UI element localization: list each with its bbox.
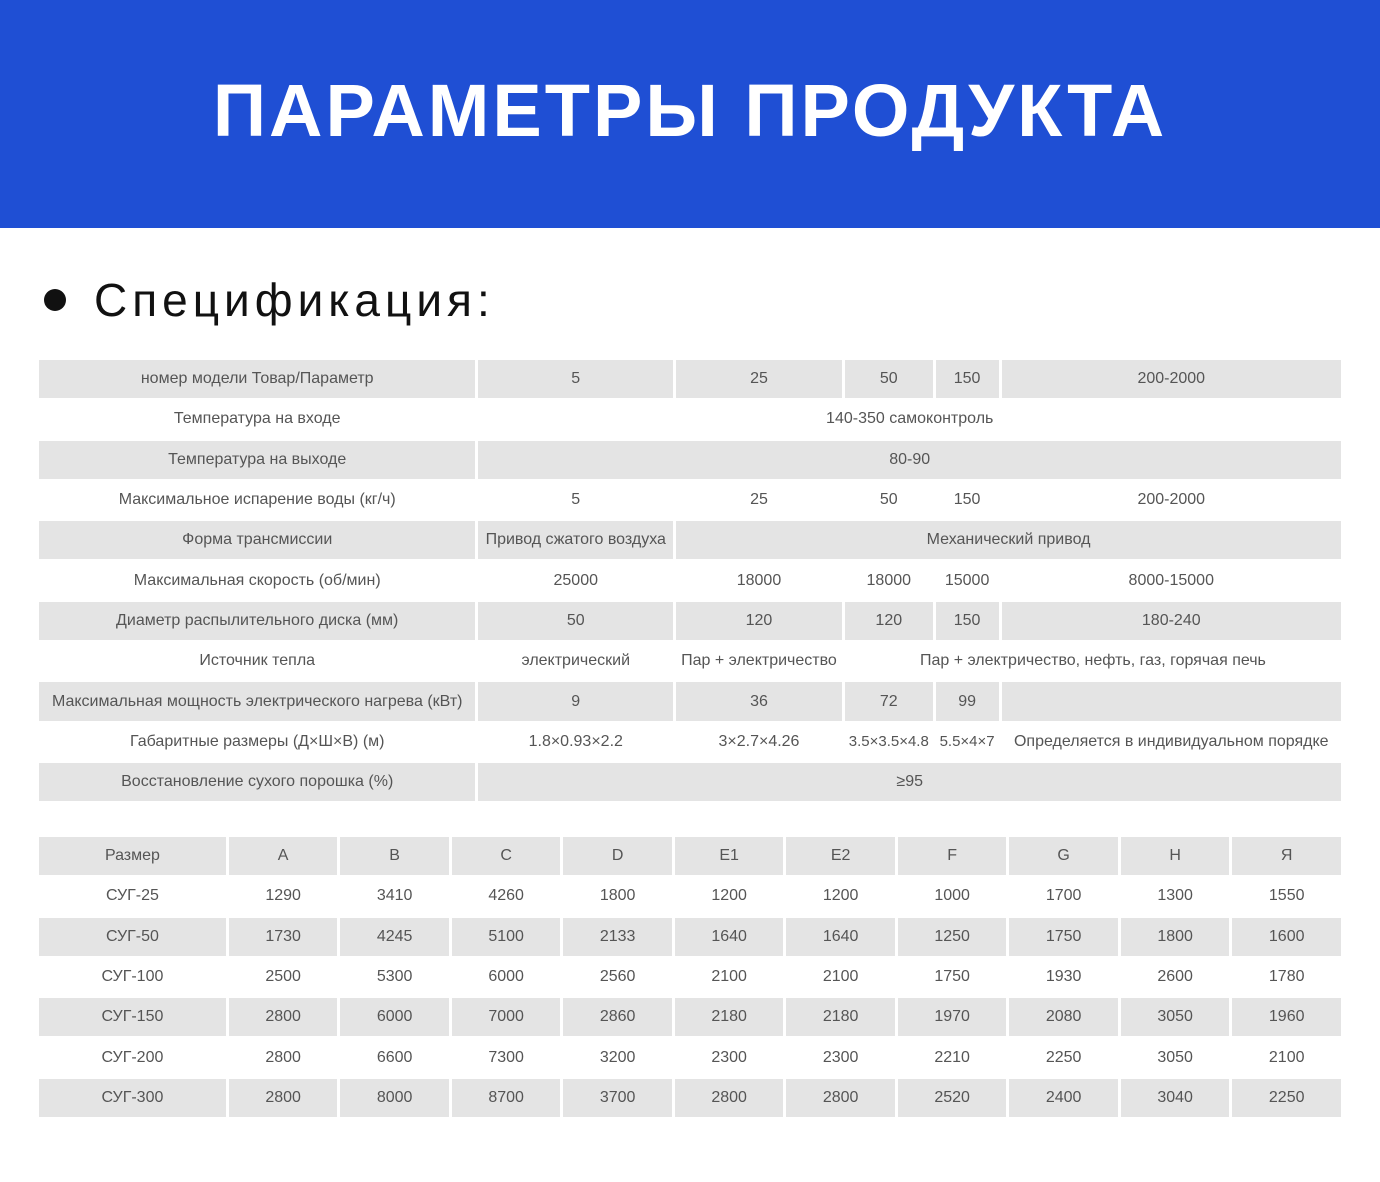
table-cell: 200-2000 [1002,360,1341,398]
table-cell: 2250 [1232,1079,1341,1117]
table-cell: СУГ-150 [39,998,226,1036]
table-cell: 6600 [340,1038,449,1076]
table-cell: 3050 [1121,998,1230,1036]
table-cell: 2520 [898,1079,1007,1117]
table-cell: 1700 [1009,877,1118,915]
table-row [39,1079,1341,1117]
table-cell: 200-2000 [1002,481,1341,519]
table-cell: 1640 [675,918,784,956]
table-cell: 2400 [1009,1079,1118,1117]
table-cell: 1750 [1009,918,1118,956]
column-header: C [452,837,561,875]
table-cell: 2300 [786,1038,895,1076]
table-cell: 120 [676,602,842,640]
table-cell: 2860 [563,998,672,1036]
table-cell: Механический привод [676,521,1341,559]
table-cell [1002,682,1341,720]
table-row [39,918,1341,956]
table-cell: 50 [845,360,933,398]
table-cell: 18000 [845,561,933,599]
table-cell: 7300 [452,1038,561,1076]
table-cell: 3410 [340,877,449,915]
table-row [39,481,1341,519]
row-label: Форма трансмиссии [39,521,475,559]
table-cell: Привод сжатого воздуха [478,521,673,559]
table-cell: 2100 [1232,1038,1341,1076]
table-cell: СУГ-100 [39,958,226,996]
table-cell: 6000 [452,958,561,996]
table-row [39,642,1341,680]
section-heading [44,270,495,330]
row-label: Восстановление сухого порошка (%) [39,763,475,801]
table-cell: 150 [936,360,999,398]
table-cell: 3200 [563,1038,672,1076]
table-cell: 2100 [786,958,895,996]
table-cell: 180-240 [1002,602,1341,640]
column-header: B [340,837,449,875]
table-cell: 25 [676,481,842,519]
table-cell: 2800 [229,998,338,1036]
table-cell: 2560 [563,958,672,996]
table-cell: 3700 [563,1079,672,1117]
table-cell: 2080 [1009,998,1118,1036]
table-cell: 120 [845,602,933,640]
table-cell: 2800 [229,1038,338,1076]
table-cell: 1800 [1121,918,1230,956]
table-cell: 1970 [898,998,1007,1036]
table-cell: 3040 [1121,1079,1230,1117]
table-cell: 5.5×4×7 [936,723,999,761]
column-header: Я [1232,837,1341,875]
table-cell: 2133 [563,918,672,956]
table-cell: 6000 [340,998,449,1036]
table-row [39,723,1341,761]
table-row [39,400,1341,438]
section-heading-label: Спецификация: [94,274,495,326]
table-cell: 2180 [675,998,784,1036]
table-cell: 1550 [1232,877,1341,915]
row-label: Максимальная скорость (об/мин) [39,561,475,599]
table-cell: 140-350 самоконтроль [478,400,1341,438]
table-cell: 2210 [898,1038,1007,1076]
table-cell: 1930 [1009,958,1118,996]
table-cell: 2800 [786,1079,895,1117]
table-cell: 5100 [452,918,561,956]
table-row [39,682,1341,720]
table-cell: 99 [936,682,999,720]
table-cell: 2180 [786,998,895,1036]
table-cell: 1960 [1232,998,1341,1036]
table-cell: 2600 [1121,958,1230,996]
table-cell: 1750 [898,958,1007,996]
table-cell: 2800 [675,1079,784,1117]
column-header: G [1009,837,1118,875]
column-header: D [563,837,672,875]
table-cell: 1290 [229,877,338,915]
table-row [39,360,1341,398]
table-cell: СУГ-300 [39,1079,226,1117]
table-cell: 15000 [936,561,999,599]
table-cell: 1.8×0.93×2.2 [478,723,673,761]
table-row [39,521,1341,559]
table-row [39,441,1341,479]
table-cell: электрический [478,642,673,680]
table-cell: 2500 [229,958,338,996]
column-header: Размер [39,837,226,875]
table-cell: 1200 [786,877,895,915]
table-cell: 5300 [340,958,449,996]
column-header: F [898,837,1007,875]
table-cell: 9 [478,682,673,720]
table-header-row [39,837,1341,875]
table-row [39,763,1341,801]
size-table [36,835,1344,1119]
table-cell: Пар + электричество, нефть, газ, горячая печь [845,642,1341,680]
table-cell: 1730 [229,918,338,956]
table-cell: 25 [676,360,842,398]
table-cell: 2100 [675,958,784,996]
table-cell: 150 [936,481,999,519]
title-banner [0,0,1380,228]
table-cell: 1800 [563,877,672,915]
table-cell: 18000 [676,561,842,599]
table-cell: ≥95 [478,763,1341,801]
table-row [39,561,1341,599]
table-cell: 2800 [229,1079,338,1117]
table-cell: 8000 [340,1079,449,1117]
table-row [39,958,1341,996]
column-header: E1 [675,837,784,875]
table-row [39,1038,1341,1076]
table-cell: Определяется в индивидуальном порядке [1002,723,1341,761]
table-cell: СУГ-200 [39,1038,226,1076]
specification-table [36,358,1344,803]
table-cell: 3050 [1121,1038,1230,1076]
table-cell: 1300 [1121,877,1230,915]
table-row [39,877,1341,915]
table-cell: 4245 [340,918,449,956]
table-cell: 1250 [898,918,1007,956]
table-cell: 50 [478,602,673,640]
table-cell: 3×2.7×4.26 [676,723,842,761]
table-cell: 80-90 [478,441,1341,479]
page-title: ПАРАМЕТРЫ ПРОДУКТА [212,68,1168,152]
table-cell: 1600 [1232,918,1341,956]
row-label: Источник тепла [39,642,475,680]
table-cell: 2250 [1009,1038,1118,1076]
row-label: номер модели Товар/Параметр [39,360,475,398]
table-cell: 50 [845,481,933,519]
table-cell: 8000-15000 [1002,561,1341,599]
table-cell: Пар + электричество [676,642,842,680]
table-row [39,602,1341,640]
column-header: A [229,837,338,875]
table-cell: 36 [676,682,842,720]
table-cell: 150 [936,602,999,640]
row-label: Габаритные размеры (Д×Ш×В) (м) [39,723,475,761]
row-label: Температура на выходе [39,441,475,479]
table-cell: 1200 [675,877,784,915]
table-row [39,998,1341,1036]
row-label: Максимальная мощность электрического нагрева (кВт) [39,682,475,720]
table-cell: 1640 [786,918,895,956]
table-cell: 25000 [478,561,673,599]
table-cell: 1000 [898,877,1007,915]
table-cell: 72 [845,682,933,720]
table-cell: 5 [478,360,673,398]
column-header: E2 [786,837,895,875]
bullet-icon [44,289,66,311]
table-cell: СУГ-25 [39,877,226,915]
table-cell: 2300 [675,1038,784,1076]
table-cell: СУГ-50 [39,918,226,956]
column-header: H [1121,837,1230,875]
table-cell: 7000 [452,998,561,1036]
table-cell: 8700 [452,1079,561,1117]
table-cell: 5 [478,481,673,519]
row-label: Диаметр распылительного диска (мм) [39,602,475,640]
table-cell: 3.5×3.5×4.8 [845,723,933,761]
row-label: Температура на входе [39,400,475,438]
table-cell: 1780 [1232,958,1341,996]
table-cell: 4260 [452,877,561,915]
row-label: Максимальное испарение воды (кг/ч) [39,481,475,519]
